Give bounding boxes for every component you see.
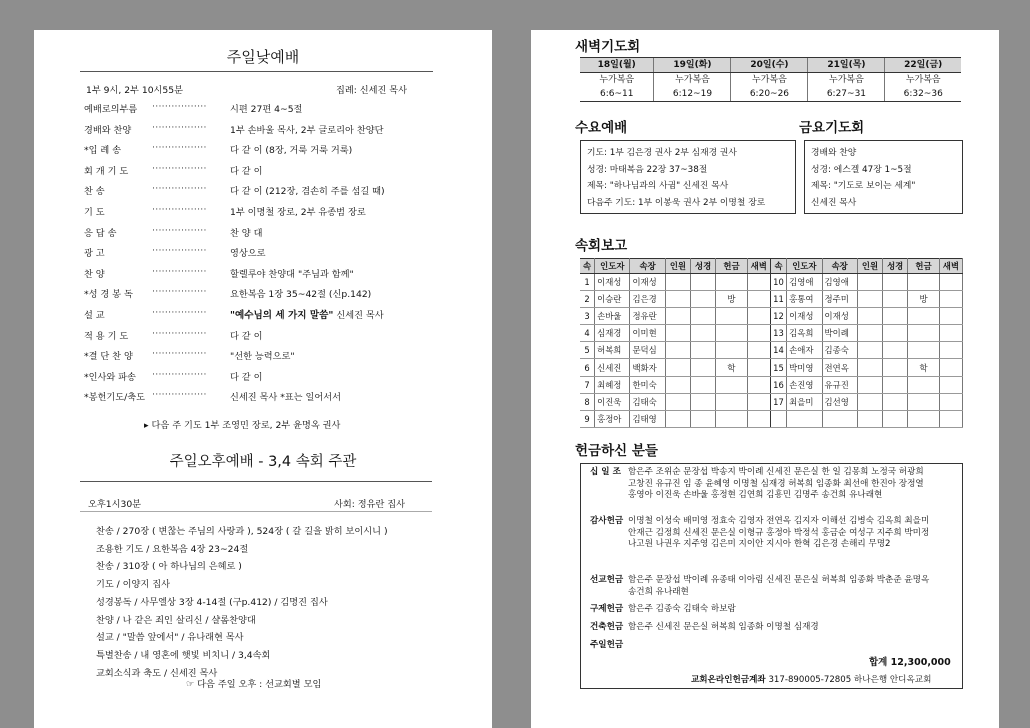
report-header: 인원 bbox=[857, 259, 882, 274]
order-name: 설 교 bbox=[84, 310, 105, 321]
report-cell: 김영애 bbox=[822, 274, 857, 291]
report-cell: 유규진 bbox=[822, 376, 857, 393]
report-cell bbox=[691, 342, 716, 359]
dawn-range: 6:32~36 bbox=[885, 87, 961, 102]
page-title: 주일낮예배 bbox=[226, 48, 300, 66]
report-cell: 방 bbox=[908, 291, 939, 308]
report-cell bbox=[770, 410, 786, 427]
offering-line: 이명철 이성숙 배미영 정효숙 김영자 전연옥 김지자 이해선 김병숙 김옥희 최을미 bbox=[628, 516, 930, 526]
report-cell bbox=[665, 410, 690, 427]
offering-row bbox=[590, 516, 929, 551]
offering-label: 건축헌금 bbox=[590, 622, 624, 632]
order-content bbox=[230, 369, 262, 383]
report-row bbox=[580, 410, 963, 427]
report-row bbox=[580, 376, 963, 393]
report-cell bbox=[716, 410, 747, 427]
dawn-book: 누가복음 bbox=[654, 73, 731, 88]
account-row bbox=[691, 673, 931, 685]
report-cell bbox=[857, 410, 882, 427]
service-times: 1부 9시, 2부 10시55분 bbox=[86, 85, 183, 96]
report-cell: 김태숙 bbox=[630, 393, 665, 410]
order-dots: ················· bbox=[152, 204, 207, 215]
report-row bbox=[580, 274, 963, 291]
order-dots: ················· bbox=[152, 121, 207, 133]
dawn-day: 21일(목) bbox=[808, 58, 885, 73]
report-cell: 5 bbox=[580, 342, 595, 359]
order-content bbox=[230, 225, 262, 239]
report-cell bbox=[665, 393, 690, 410]
report-header: 성경 bbox=[883, 259, 908, 274]
report-cell bbox=[908, 274, 939, 291]
order-content bbox=[230, 286, 371, 300]
offering-row bbox=[590, 604, 736, 616]
order-content bbox=[230, 389, 341, 403]
fri-line: 제목: "기도로 보이는 세계" bbox=[811, 181, 916, 191]
report-cell bbox=[883, 325, 908, 342]
dawn-table bbox=[580, 57, 961, 102]
order-dots: ················· bbox=[152, 389, 207, 401]
offering-row bbox=[590, 640, 628, 652]
report-cell: 최혜정 bbox=[595, 376, 630, 393]
order-dots: ················· bbox=[152, 286, 207, 298]
offering-line: 안재근 김정희 신세진 문은실 이형규 홍정아 박정석 홍금순 여성구 지주희 박미정 bbox=[628, 527, 930, 538]
report-cell bbox=[747, 342, 770, 359]
report-cell: 이승란 bbox=[595, 291, 630, 308]
report-cell bbox=[747, 376, 770, 393]
offering-line: 함은주 김종숙 김태숙 하보람 bbox=[628, 604, 736, 614]
order-content bbox=[230, 328, 262, 342]
afternoon-item: 조용한 기도 / 요한복음 4장 23~24절 bbox=[96, 543, 249, 555]
order-content bbox=[230, 101, 302, 115]
report-cell: 17 bbox=[770, 393, 786, 410]
dawn-book: 누가복음 bbox=[599, 75, 635, 85]
report-cell bbox=[883, 291, 908, 308]
offering-names bbox=[628, 467, 924, 502]
fri-box bbox=[804, 140, 963, 214]
order-name: *성 경 봉 독 bbox=[84, 289, 133, 301]
report-cell: 이재성 bbox=[822, 308, 857, 325]
report-cell bbox=[857, 291, 882, 308]
offering-names bbox=[628, 622, 819, 634]
offering-line: 함은주 신세진 문은실 허복희 임종화 이명철 심재경 bbox=[628, 622, 819, 632]
report-cell bbox=[691, 325, 716, 342]
report-cell bbox=[691, 410, 716, 427]
report-header: 속 bbox=[770, 259, 786, 274]
report-cell: 1 bbox=[580, 274, 595, 291]
report-cell bbox=[787, 410, 822, 427]
dawn-range: 6:12~19 bbox=[654, 87, 731, 102]
report-cell bbox=[747, 325, 770, 342]
afternoon-item: 찬송 / 270장 ( 변찮는 주님의 사랑과 ), 524장 ( 갈 길을 밝히 보이시니 ) bbox=[96, 526, 388, 537]
report-cell bbox=[908, 376, 939, 393]
report-cell: 백화자 bbox=[630, 359, 665, 376]
report-row bbox=[580, 393, 963, 410]
offering-line: 송건희 유나래현 bbox=[628, 586, 689, 597]
report-header: 속장 bbox=[822, 259, 857, 274]
report-cell bbox=[691, 274, 716, 291]
dawn-range: 6:27~31 bbox=[808, 87, 885, 102]
report-cell bbox=[665, 342, 690, 359]
order-content-text: 다 같 이 bbox=[230, 371, 263, 383]
report-cell bbox=[691, 308, 716, 325]
report-cell: 김태영 bbox=[630, 410, 665, 427]
fri-line: 성경: 에스겔 47장 1~5절 bbox=[811, 164, 912, 175]
report-cell: 김종숙 bbox=[822, 342, 857, 359]
order-content-text: 신세진 목사 *표는 일어서서 bbox=[230, 392, 341, 404]
report-cell bbox=[747, 393, 770, 410]
report-cell: 12 bbox=[770, 308, 786, 325]
offering-label: 구제헌금 bbox=[590, 604, 624, 614]
wed-line: 제목: "하나님과의 사귐" 신세진 목사 bbox=[587, 181, 729, 191]
offering-line: 홍영아 이진욱 손바울 홍정현 김연희 김흥민 김명주 송건희 유나래현 bbox=[628, 490, 883, 500]
report-cell bbox=[665, 274, 690, 291]
right-page bbox=[531, 30, 999, 728]
report-cell bbox=[665, 359, 690, 376]
order-dots: ················· bbox=[152, 265, 207, 277]
report-cell: 손진영 bbox=[787, 376, 822, 393]
report-cell bbox=[857, 308, 882, 325]
report-cell bbox=[908, 393, 939, 410]
report-cell bbox=[691, 376, 716, 393]
report-cell bbox=[857, 274, 882, 291]
offering-label: 십 일 조 bbox=[590, 467, 621, 477]
report-cell: 14 bbox=[770, 342, 786, 359]
report-cell bbox=[665, 325, 690, 342]
afternoon-item: 성경봉독 / 사무엘상 3장 4-14절 (구p.412) / 김명진 집사 bbox=[96, 596, 328, 608]
dawn-range: 6:6~11 bbox=[580, 87, 654, 102]
afternoon-item: 특별찬송 / 내 영혼에 햇빛 비치니 / 3,4속회 bbox=[96, 649, 271, 661]
report-cell: 이재성 bbox=[630, 274, 665, 291]
report-cell bbox=[908, 410, 939, 427]
report-cell bbox=[939, 291, 962, 308]
offering-label: 감사헌금 bbox=[590, 516, 624, 526]
report-cell: 학 bbox=[716, 359, 747, 376]
offering-names bbox=[628, 516, 929, 551]
order-content-text: 다 같 이 bbox=[230, 330, 263, 342]
report-cell bbox=[883, 342, 908, 359]
report-cell: 3 bbox=[580, 308, 595, 325]
report-cell bbox=[716, 325, 747, 342]
offering-title: 헌금하신 분들 bbox=[575, 443, 658, 459]
order-content bbox=[230, 163, 262, 177]
report-cell bbox=[747, 274, 770, 291]
report-header: 속 bbox=[580, 259, 595, 274]
order-dots: ················· bbox=[152, 245, 207, 257]
report-cell: 박이례 bbox=[822, 325, 857, 342]
dawn-day: 18일(월) bbox=[580, 58, 654, 73]
report-cell: 6 bbox=[580, 359, 595, 376]
fri-line: 신세진 목사 bbox=[811, 197, 857, 208]
report-header: 인도자 bbox=[595, 259, 630, 274]
dawn-book: 누가복음 bbox=[808, 73, 885, 88]
report-cell bbox=[883, 359, 908, 376]
report-cell bbox=[691, 291, 716, 308]
report-cell bbox=[939, 410, 962, 427]
report-cell bbox=[716, 274, 747, 291]
order-name: 기 도 bbox=[84, 207, 105, 218]
order-content bbox=[230, 307, 384, 321]
report-cell: 신세진 bbox=[595, 359, 630, 376]
order-name: *결 단 찬 양 bbox=[84, 351, 133, 363]
offering-total: 합계 12,300,000 bbox=[869, 657, 951, 668]
order-content bbox=[230, 183, 385, 197]
report-cell bbox=[908, 325, 939, 342]
report-cell: 전연옥 bbox=[822, 359, 857, 376]
order-dots: ················· bbox=[152, 348, 207, 360]
report-cell bbox=[883, 376, 908, 393]
order-name: *입 례 송 bbox=[84, 145, 122, 157]
order-name: 회 개 기 도 bbox=[84, 165, 129, 177]
dawn-day: 19일(화) bbox=[654, 58, 731, 73]
report-cell: 16 bbox=[770, 376, 786, 393]
order-content-text: 1부 손바울 목사, 2부 글로리아 찬양단 bbox=[230, 124, 384, 136]
order-content-text: 1부 이명철 장로, 2부 유종범 장로 bbox=[230, 207, 366, 218]
report-title: 속회보고 bbox=[575, 238, 628, 254]
order-name: 광 고 bbox=[84, 248, 105, 260]
report-cell: 심재경 bbox=[595, 325, 630, 342]
report-cell bbox=[908, 308, 939, 325]
report-cell bbox=[883, 274, 908, 291]
report-cell: 박미영 bbox=[787, 359, 822, 376]
offering-line: 함은주 조위순 문장섭 박송지 박이례 신세진 문은실 한 일 김몽희 노정국 허광희 bbox=[628, 467, 924, 477]
afternoon-title: 주일오후예배 - 3,4 속회 주관 bbox=[169, 454, 357, 470]
dawn-book: 누가복음 bbox=[885, 73, 961, 88]
report-cell bbox=[939, 393, 962, 410]
report-table bbox=[580, 258, 963, 428]
order-content-text: 시편 27편 4~5절 bbox=[230, 104, 303, 115]
report-cell bbox=[939, 376, 962, 393]
report-row bbox=[580, 291, 963, 308]
report-cell bbox=[939, 274, 962, 291]
order-name: *봉헌기도/축도 bbox=[84, 392, 145, 404]
report-cell: 홍통여 bbox=[787, 291, 822, 308]
order-content-text: 할렐루야 찬양대 "주님과 함께" bbox=[230, 268, 354, 280]
report-cell bbox=[716, 376, 747, 393]
report-cell bbox=[857, 393, 882, 410]
order-content bbox=[230, 266, 354, 280]
report-cell: 11 bbox=[770, 291, 786, 308]
report-cell: 허복희 bbox=[595, 342, 630, 359]
order-dots: ················· bbox=[152, 183, 207, 195]
order-content-text: 찬 양 대 bbox=[230, 227, 263, 239]
order-content-text: 영상으로 bbox=[230, 248, 266, 260]
report-cell: 15 bbox=[770, 359, 786, 376]
afternoon-next: ☞ 다음 주일 오후 : 선교회별 모임 bbox=[186, 679, 322, 690]
report-header: 인도자 bbox=[787, 259, 822, 274]
report-cell bbox=[883, 393, 908, 410]
order-name: 응 답 송 bbox=[84, 227, 117, 239]
order-dots: ················· bbox=[152, 142, 207, 154]
report-cell bbox=[665, 291, 690, 308]
report-cell bbox=[883, 308, 908, 325]
wed-box bbox=[580, 140, 796, 214]
left-page bbox=[34, 30, 492, 728]
offering-names bbox=[628, 604, 736, 616]
title-underline bbox=[80, 71, 433, 72]
report-cell bbox=[908, 342, 939, 359]
offering-line: 함은주 문장섭 박이례 유종태 이아림 신세진 문은실 허복희 임종화 박춘준 윤명옥 bbox=[628, 575, 930, 585]
dawn-day: 22일(금) bbox=[885, 58, 961, 73]
report-cell bbox=[665, 376, 690, 393]
report-cell: 이재성 bbox=[787, 308, 822, 325]
order-name: 예배로의부름 bbox=[84, 104, 138, 115]
report-cell: 손애자 bbox=[787, 342, 822, 359]
offering-label: 선교헌금 bbox=[590, 575, 624, 585]
order-content-extra: 신세진 목사 bbox=[333, 310, 384, 321]
report-cell: 김영애 bbox=[787, 274, 822, 291]
report-cell bbox=[716, 393, 747, 410]
report-header: 헌금 bbox=[908, 259, 939, 274]
report-cell bbox=[691, 393, 716, 410]
afternoon-item: 찬송 / 310장 ( 아 하나님의 은혜로 ) bbox=[96, 561, 242, 573]
report-cell bbox=[939, 342, 962, 359]
report-cell: 정유란 bbox=[630, 308, 665, 325]
order-content-text: "선한 능력으로" bbox=[230, 351, 295, 363]
wed-line: 성경: 마태복음 22장 37~38절 bbox=[587, 164, 708, 175]
order-content bbox=[230, 142, 352, 156]
report-cell bbox=[939, 308, 962, 325]
report-cell: 10 bbox=[770, 274, 786, 291]
order-name: *인사와 파송 bbox=[84, 371, 136, 383]
report-cell: 문덕심 bbox=[630, 342, 665, 359]
report-cell: 이재성 bbox=[595, 274, 630, 291]
report-cell bbox=[939, 359, 962, 376]
report-cell: 4 bbox=[580, 325, 595, 342]
report-cell bbox=[716, 308, 747, 325]
report-row bbox=[580, 325, 963, 342]
order-content-text: "예수님의 세 가지 말씀" bbox=[230, 310, 334, 321]
report-cell: 방 bbox=[716, 291, 747, 308]
offering-row bbox=[590, 467, 924, 502]
report-cell bbox=[939, 325, 962, 342]
report-cell bbox=[665, 308, 690, 325]
afternoon-item: 설교 / "말씀 앞에서" / 유나래현 목사 bbox=[96, 632, 244, 644]
report-cell bbox=[747, 291, 770, 308]
order-dots: ················· bbox=[152, 162, 207, 174]
report-cell: 13 bbox=[770, 325, 786, 342]
next-week-prayer: ▸ 다음 주 기도 1부 조영민 장로, 2부 윤명옥 권사 bbox=[144, 420, 341, 431]
report-cell: 김은경 bbox=[630, 291, 665, 308]
offering-row bbox=[590, 575, 929, 598]
offering-label: 주일헌금 bbox=[590, 640, 624, 650]
report-row bbox=[580, 342, 963, 359]
report-header: 새벽 bbox=[747, 259, 770, 274]
report-cell bbox=[857, 325, 882, 342]
report-cell: 홍정아 bbox=[595, 410, 630, 427]
order-content-text: 다 같 이 bbox=[230, 165, 263, 177]
report-cell bbox=[822, 410, 857, 427]
order-name: 찬 송 bbox=[84, 186, 105, 198]
report-cell: 2 bbox=[580, 291, 595, 308]
afternoon-divider bbox=[80, 511, 432, 512]
fri-line: 경배와 찬양 bbox=[811, 148, 857, 158]
report-cell: 손바울 bbox=[595, 308, 630, 325]
report-header: 속장 bbox=[630, 259, 665, 274]
order-content bbox=[230, 122, 383, 136]
offering-names bbox=[628, 575, 929, 598]
wed-line: 기도: 1부 김은경 권사 2부 심재경 권사 bbox=[587, 148, 737, 158]
report-cell: 9 bbox=[580, 410, 595, 427]
order-dots: ················· bbox=[152, 307, 207, 318]
order-content bbox=[230, 245, 266, 259]
afternoon-time: 오후1시30분 bbox=[88, 499, 142, 510]
order-name: 경배와 찬양 bbox=[84, 124, 132, 136]
report-cell: 김선영 bbox=[822, 393, 857, 410]
report-header: 성경 bbox=[691, 259, 716, 274]
afternoon-host: 사회: 정유란 집사 bbox=[334, 499, 406, 510]
offering-row bbox=[590, 622, 819, 634]
afternoon-item: 교회소식과 축도 / 신세진 목사 bbox=[96, 667, 218, 679]
order-dots: ················· bbox=[152, 224, 207, 236]
report-cell: 한미숙 bbox=[630, 376, 665, 393]
afternoon-underline bbox=[80, 481, 432, 482]
order-dots: ················· bbox=[152, 101, 207, 112]
report-cell bbox=[747, 410, 770, 427]
offering-line: 고창진 유규진 임 종 윤혜영 이명철 심재경 허복희 임종화 최선애 한진아 장정열 bbox=[628, 478, 924, 489]
report-cell: 이미현 bbox=[630, 325, 665, 342]
offering-line: 나고원 나권우 지주영 김은미 지이안 지시아 한혁 김은경 손해리 무명2 bbox=[628, 539, 891, 549]
wed-line: 다음주 기도: 1부 이봉욱 권사 2부 이명철 장로 bbox=[587, 197, 766, 208]
dawn-day: 20일(수) bbox=[731, 58, 808, 73]
report-cell: 김옥희 bbox=[787, 325, 822, 342]
order-name: 찬 양 bbox=[84, 268, 105, 280]
order-dots: ················· bbox=[152, 368, 207, 380]
report-cell bbox=[716, 342, 747, 359]
order-content bbox=[230, 204, 366, 218]
report-cell: 최을미 bbox=[787, 393, 822, 410]
report-row bbox=[580, 308, 963, 325]
afternoon-item: 기도 / 이양지 집사 bbox=[96, 579, 170, 591]
report-cell bbox=[857, 376, 882, 393]
report-header: 인원 bbox=[665, 259, 690, 274]
wed-title: 수요예배 bbox=[575, 120, 628, 136]
report-cell: 이진욱 bbox=[595, 393, 630, 410]
fri-title: 금요기도회 bbox=[799, 120, 865, 136]
order-name: 적 용 기 도 bbox=[84, 330, 129, 342]
report-cell: 7 bbox=[580, 376, 595, 393]
report-cell bbox=[857, 342, 882, 359]
presider: 집례: 신세진 목사 bbox=[336, 85, 408, 96]
dawn-title: 새벽기도회 bbox=[575, 39, 641, 55]
account-number: 317-890005-72805 하나은행 안디옥교회 bbox=[768, 675, 932, 685]
order-content-text: 요한복음 1장 35~42절 (신p.142) bbox=[230, 289, 372, 301]
report-cell bbox=[691, 359, 716, 376]
report-header: 새벽 bbox=[939, 259, 962, 274]
dawn-book: 누가복음 bbox=[731, 73, 808, 88]
report-cell bbox=[857, 359, 882, 376]
report-cell bbox=[747, 308, 770, 325]
report-cell: 정주미 bbox=[822, 291, 857, 308]
afternoon-item: 찬양 / 나 같은 죄인 살리신 / 샬롬찬양대 bbox=[96, 614, 256, 626]
report-header: 헌금 bbox=[716, 259, 747, 274]
dawn-range: 6:20~26 bbox=[731, 87, 808, 102]
account-label: 교회온라인헌금계좌 bbox=[691, 675, 766, 685]
order-content-text: 다 같 이 (212장, 겸손히 주를 섬길 때) bbox=[230, 186, 385, 198]
report-cell: 학 bbox=[908, 359, 939, 376]
report-cell: 8 bbox=[580, 393, 595, 410]
order-dots: ················· bbox=[152, 327, 207, 339]
report-cell bbox=[747, 359, 770, 376]
report-row bbox=[580, 359, 963, 376]
order-content bbox=[230, 348, 295, 362]
order-content-text: 다 같 이 (8장, 거룩 거룩 거룩) bbox=[230, 145, 353, 157]
report-cell bbox=[883, 410, 908, 427]
